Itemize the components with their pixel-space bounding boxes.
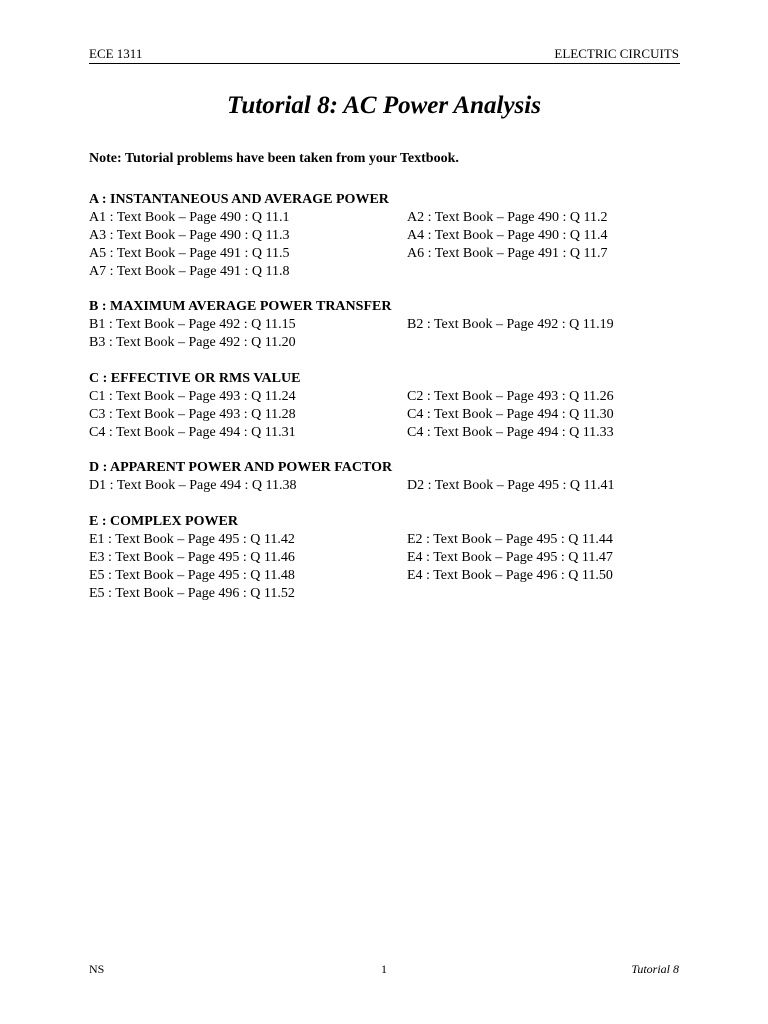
section-items: [89, 388, 680, 442]
header-divider: [89, 63, 680, 64]
list-item: D1 : Text Book – Page 494 : Q 11.38: [89, 478, 297, 493]
list-item: E2 : Text Book – Page 495 : Q 11.44: [407, 532, 613, 547]
list-item: A5 : Text Book – Page 491 : Q 11.5: [89, 246, 290, 261]
section-e: [89, 513, 680, 603]
list-item: A1 : Text Book – Page 490 : Q 11.1: [89, 210, 290, 225]
list-item: E4 : Text Book – Page 496 : Q 11.50: [407, 568, 613, 583]
list-item: E3 : Text Book – Page 495 : Q 11.46: [89, 550, 295, 565]
list-item: B2 : Text Book – Page 492 : Q 11.19: [407, 317, 614, 332]
list-item: A3 : Text Book – Page 490 : Q 11.3: [89, 228, 290, 243]
header-course-code: ECE 1311: [89, 46, 143, 61]
list-item: C4 : Text Book – Page 494 : Q 11.31: [89, 425, 296, 440]
header-course-name: ELECTRIC CIRCUITS: [554, 46, 679, 61]
list-item: B1 : Text Book – Page 492 : Q 11.15: [89, 317, 296, 332]
list-item: C4 : Text Book – Page 494 : Q 11.33: [407, 425, 614, 440]
section-heading: C : EFFECTIVE OR RMS VALUE: [89, 371, 301, 386]
list-item: C3 : Text Book – Page 493 : Q 11.28: [89, 407, 296, 422]
section-c: [89, 370, 680, 442]
section-items: [89, 531, 680, 603]
section-heading: A : INSTANTANEOUS AND AVERAGE POWER: [89, 192, 389, 207]
note-text: Note: Tutorial problems have been taken from your Textbook.: [89, 151, 459, 166]
list-item: C4 : Text Book – Page 494 : Q 11.30: [407, 407, 614, 422]
section-items: [89, 477, 680, 495]
list-item: A4 : Text Book – Page 490 : Q 11.4: [407, 228, 608, 243]
section-heading: E : COMPLEX POWER: [89, 514, 238, 529]
list-item: C1 : Text Book – Page 493 : Q 11.24: [89, 389, 296, 404]
page-title: Tutorial 8: AC Power Analysis: [227, 92, 541, 119]
section-b: [89, 298, 680, 352]
section-items: [89, 316, 680, 352]
list-item: B3 : Text Book – Page 492 : Q 11.20: [89, 335, 296, 350]
list-item: A7 : Text Book – Page 491 : Q 11.8: [89, 264, 290, 279]
list-item: C2 : Text Book – Page 493 : Q 11.26: [407, 389, 614, 404]
list-item: E5 : Text Book – Page 495 : Q 11.48: [89, 568, 295, 583]
section-items: [89, 209, 680, 281]
list-item: E4 : Text Book – Page 495 : Q 11.47: [407, 550, 613, 565]
footer-author: NS: [89, 962, 105, 976]
section-heading: B : MAXIMUM AVERAGE POWER TRANSFER: [89, 299, 392, 314]
section-heading: D : APPARENT POWER AND POWER FACTOR: [89, 460, 393, 475]
section-d: [89, 459, 680, 495]
list-item: E5 : Text Book – Page 496 : Q 11.52: [89, 586, 295, 601]
list-item: D2 : Text Book – Page 495 : Q 11.41: [407, 478, 615, 493]
footer-tutorial-label: Tutorial 8: [631, 962, 679, 976]
page-number: 1: [381, 962, 387, 976]
list-item: A2 : Text Book – Page 490 : Q 11.2: [407, 210, 608, 225]
list-item: A6 : Text Book – Page 491 : Q 11.7: [407, 246, 608, 261]
section-a: [89, 191, 680, 281]
list-item: E1 : Text Book – Page 495 : Q 11.42: [89, 532, 295, 547]
